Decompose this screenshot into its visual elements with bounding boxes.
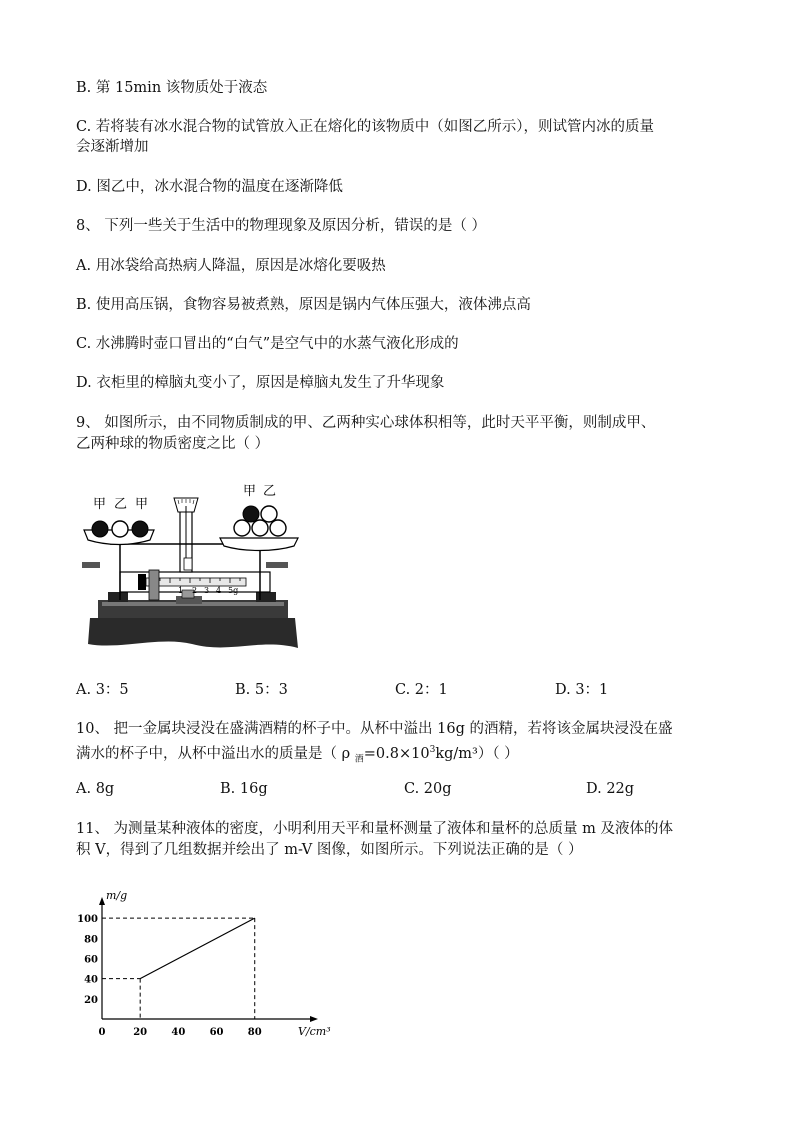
q10-option-a: A. 8g <box>76 781 115 797</box>
q11-stem-line2: 积 V，得到了几组数据并绘出了 m-V 图像，如图所示。下列说法正确的是（ ） <box>76 842 583 858</box>
q8-option-d: D. 衣柜里的樟脑丸变小了，原因是樟脑丸发生了升华现象 <box>76 375 445 391</box>
left-ball-label: 乙 <box>114 497 128 512</box>
ball-jia <box>132 521 148 537</box>
x-axis-arrow <box>310 1016 318 1022</box>
m-v-chart <box>72 882 342 1037</box>
series-line <box>140 918 255 979</box>
q9-stem-line2: 乙两种球的物质密度之比（ ） <box>76 436 270 452</box>
q10-option-c: C. 20g <box>404 781 452 797</box>
x-tick-label: 80 <box>247 1027 262 1037</box>
q10-option-b: B. 16g <box>220 781 268 797</box>
x-tick-label: 0 <box>98 1027 106 1037</box>
y-tick-label: 100 <box>77 914 98 926</box>
q7-option-c-line2: 会逐渐增加 <box>76 139 149 155</box>
left-ball-label: 甲 <box>93 497 107 512</box>
q10-option-d: D. 22g <box>586 781 635 797</box>
x-tick-label: 60 <box>209 1027 224 1037</box>
scale-tick-label: 3 <box>204 586 210 595</box>
x-axis-label: V/cm³ <box>298 1025 331 1037</box>
x-tick-label: 40 <box>171 1027 186 1037</box>
ball-yi <box>261 506 277 522</box>
q7-option-b: B. 第 15min 该物质处于液态 <box>76 80 268 96</box>
scale-tick-label: 5g <box>228 586 239 595</box>
q7-option-c-line1: C. 若将装有冰水混合物的试管放入正在熔化的该物质中（如图乙所示），则试管内冰的质量 <box>76 119 655 135</box>
q9-option-c: C. 2：1 <box>395 682 448 698</box>
y-tick-label: 80 <box>84 934 98 946</box>
q9-option-b: B. 5：3 <box>235 682 288 698</box>
right-ball-label: 乙 <box>263 484 277 499</box>
q8-option-a: A. 用冰袋给高热病人降温，原因是冰熔化要吸热 <box>76 258 386 274</box>
ball-jia <box>92 521 108 537</box>
q10-stem-line2: 满水的杯子中，从杯中溢出水的质量是（ ρ $_酒=0.8\times 10^3kg/m^3$）（ ） <box>76 745 519 765</box>
q8-option-c: C. 水沸腾时壶口冒出的“白气”是空气中的水蒸气液化形成的 <box>76 336 459 352</box>
y-tick-label: 20 <box>84 994 98 1006</box>
scale-tick-label: 1 <box>178 586 184 595</box>
y-tick-label: 60 <box>84 954 98 966</box>
q9-option-d: D. 3：1 <box>555 682 609 698</box>
ball-jia <box>243 506 259 522</box>
ball-yi <box>234 520 250 536</box>
q9-option-a: A. 3：5 <box>76 682 129 698</box>
ball-yi <box>252 520 268 536</box>
scale-tick-label: 4 <box>216 586 222 595</box>
q8-stem: 8、 下列一些关于生活中的物理现象及原因分析，错误的是（ ） <box>76 218 486 234</box>
q9-stem-line1: 9、 如图所示，由不同物质制成的甲、乙两种实心球体积相等，此时天平平衡，则制成甲、 <box>76 415 656 431</box>
balance-figure <box>80 478 305 654</box>
right-ball-label: 甲 <box>243 484 257 499</box>
scale-tick-label: 2 <box>192 586 198 595</box>
left-ball-label: 甲 <box>135 497 149 512</box>
ball-yi <box>112 521 128 537</box>
y-tick-label: 40 <box>84 974 98 986</box>
q7-option-d: D. 图乙中，冰水混合物的温度在逐渐降低 <box>76 179 343 195</box>
ball-yi <box>270 520 286 536</box>
q11-stem-line1: 11、 为测量某种液体的密度，小明利用天平和量杯测量了液体和量杯的总质量 m 及液体的体 <box>76 821 674 837</box>
x-tick-label: 20 <box>133 1027 148 1037</box>
y-axis-arrow <box>99 897 105 905</box>
q8-option-b: B. 使用高压锅，食物容易被煮熟，原因是锅内气体压强大，液体沸点高 <box>76 297 531 313</box>
q10-stem-line1: 10、 把一金属块浸没在盛满酒精的杯子中。从杯中溢出 16g 的酒精，若将该金属块浸没在盛 <box>76 721 673 737</box>
y-axis-label: m/g <box>106 889 128 902</box>
